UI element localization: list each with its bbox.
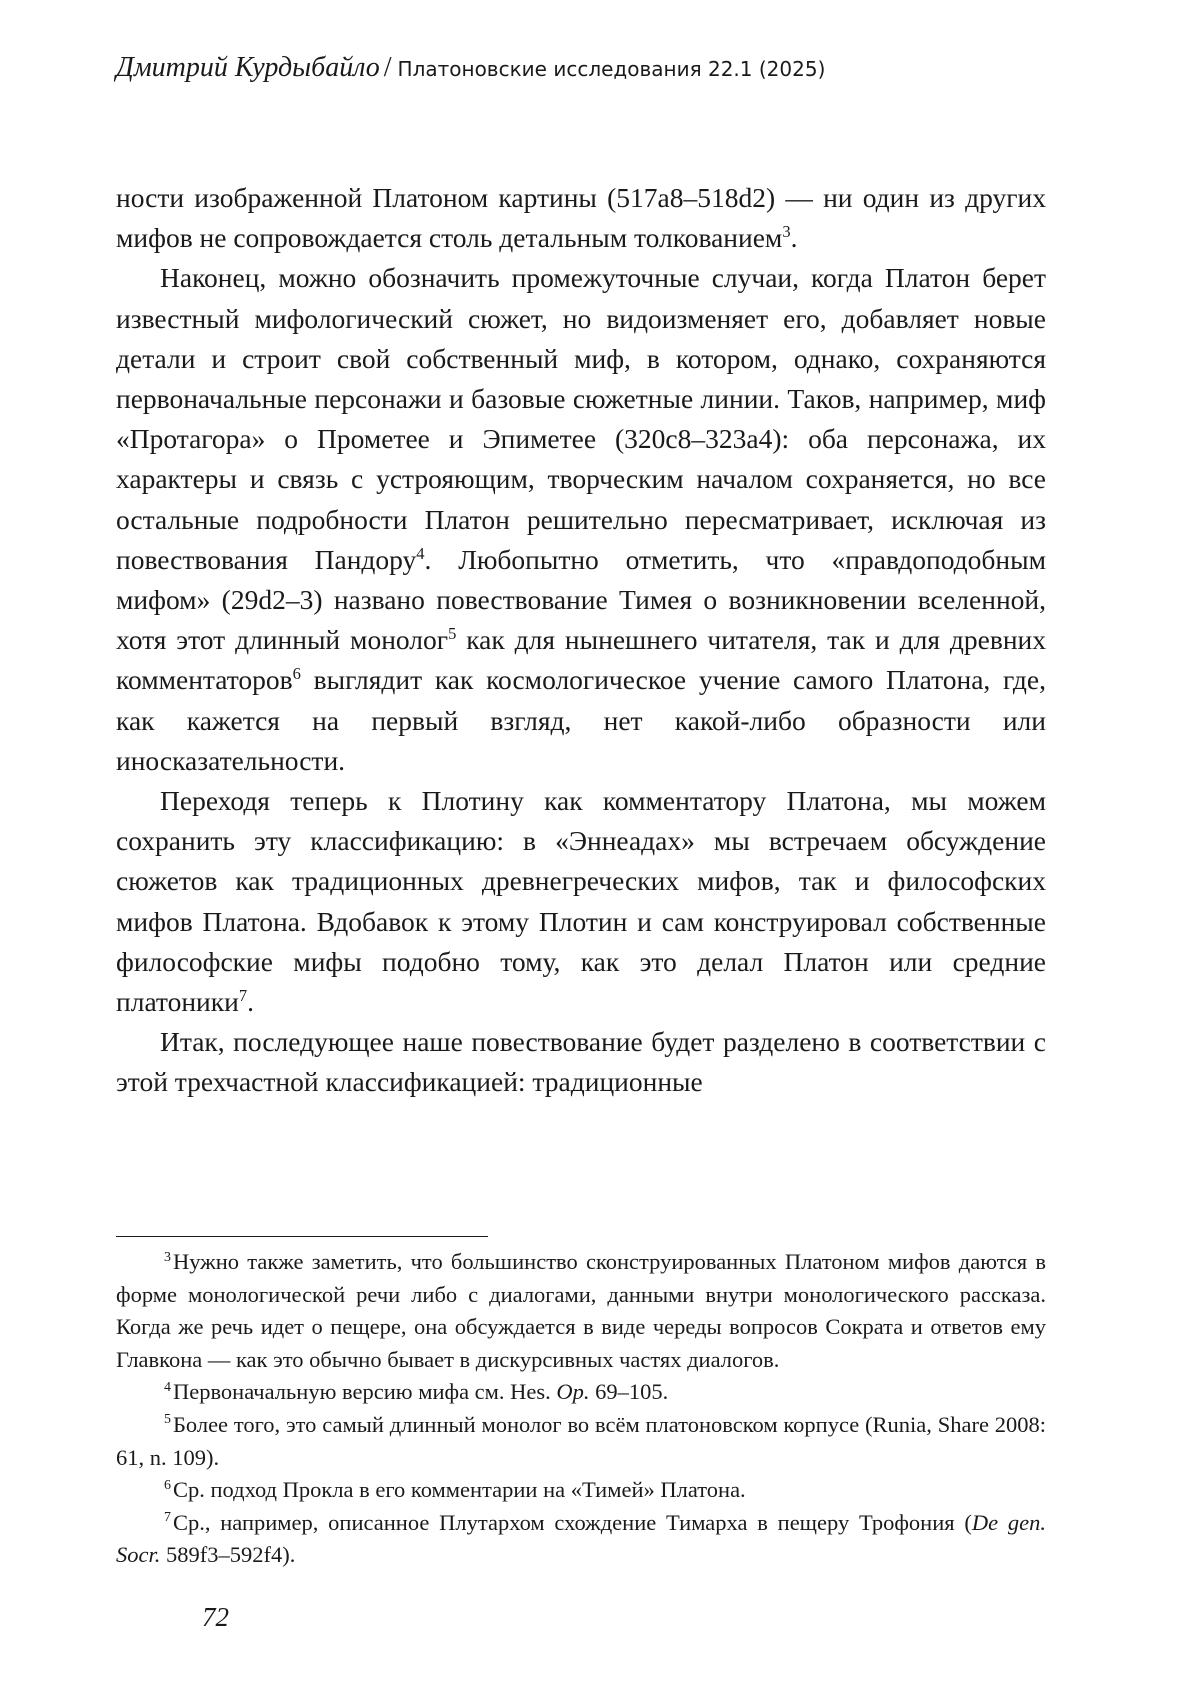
footnote-text: 69–105. [589,1379,669,1405]
main-text [116,178,1046,1103]
paragraph-2-text-d: выглядит как космологическое учение самого Платона, где, как кажется на первый взгляд, нет какой-либо образности или иносказательности. [116,664,1046,776]
page-number: 72 [202,1602,229,1632]
paragraph-3-text: Переходя теперь к Плотину как комментатору Платона, мы можем сохранить эту классификацию: в «Эннеадах» мы встречаем обсуждение сюжетов как традиционных древнегреческих мифов, так и философских мифов Платона. Вдобавок к этому Плотин и сам конструировал собственные философские мифы подобно тому, как это делал Платон или средние платоники [116,785,1046,1018]
footnote-ref-6: 6 [292,664,301,684]
paragraph-2-text-b: . Любопытно отметить, что «правдоподобным мифом» (29d2–3) названо повествование Тимея о возникновении вселенной, хотя этот длинный монолог [116,543,1046,656]
header-journal-title: Платоновские исследования 22.1 (2025) [397,57,826,81]
footnote-4 [116,1376,1046,1409]
paragraph-2 [116,258,1046,781]
running-header [116,52,825,85]
footnote-text: 589f3–592f4). [160,1542,296,1568]
footnote-text: Ср., например, описанное Плутархом схождение Тимарха в пещеру Трофония ( [172,1509,972,1535]
footnote-ref-3: 3 [782,222,791,242]
header-author: Дмитрий Курдыбайло [116,52,380,83]
footnote-ref-4: 4 [416,543,425,563]
footnote-number: 7 [164,1510,171,1526]
paragraph-4 [116,1022,1046,1102]
footnote-6 [116,1474,1046,1507]
footnote-citation-italic: Op. [556,1379,590,1405]
footnote-citation-italic: De gen. Socr. [116,1509,1046,1568]
footnote-ref-7: 7 [238,985,248,1005]
footnote-7 [116,1507,1046,1572]
paragraph-2-text-c: как для нынешнего читателя, так и для древних комментаторов [116,624,1047,696]
footnote-number: 5 [164,1412,171,1428]
footnote-5 [116,1409,1046,1474]
footnote-separator [116,1236,488,1237]
footnote-number: 3 [164,1249,171,1265]
header-separator: / [383,52,392,83]
footnotes [116,1246,1046,1572]
paragraph-1 [116,178,1046,258]
paragraph-1-text: ности изображенной Платоном картины (517a8–518d2) — ни один из других мифов не сопровождается столь детальным толкованием [116,182,1046,254]
paragraph-3-end: . [247,986,254,1018]
paragraph-1-end: . [790,222,798,254]
paragraph-4-text: Итак, последующее наше повествование будет разделено в соответствии с этой трехчастной классификацией: традиционные [116,1026,1046,1098]
footnote-text: Ср. подход Прокла в его комментарии на «Тимей» Платона. [172,1477,746,1503]
paragraph-2-text-a: Наконец, можно обозначить промежуточные случаи, когда Платон берет известный мифологический сюжет, но видоизменяет его, добавляет новые детали и строит свой собственный миф, в котором, однако, сохраняются первоначальные персонажи и базовые сюжетные линии. Таков, например, миф «Протагора» о Прометее и Эпиметее (320c8–323a4): оба персонажа, их характеры и связь с устрояющим, творческим началом сохраняется, но все остальные подробности Платон решительно пересматривает, исключая из повествования Пандору [116,262,1046,575]
paragraph-3 [116,781,1046,1022]
footnote-ref-5: 5 [448,624,457,644]
footnote-3 [116,1246,1046,1376]
footnote-text: Нужно также заметить, что большинство сконструированных Платоном мифов даются в форме монологической речи либо с диалогами, данными внутри монологического рассказа. Когда же речь идет о пещере, она обсуждается в виде череды вопросов Сократа и ответов ему Главкона — как это обычно бывает в дискурсивных частях диалогов. [116,1249,1046,1372]
footnote-text: Первоначальную версию мифа см. Hes. [172,1379,557,1405]
footnote-text: Более того, это самый длинный монолог во всём платоновском корпусе (Runia, Share 2008: 61, n. 109). [116,1411,1046,1470]
footnote-number: 4 [164,1379,171,1395]
footnote-number: 6 [164,1477,171,1493]
